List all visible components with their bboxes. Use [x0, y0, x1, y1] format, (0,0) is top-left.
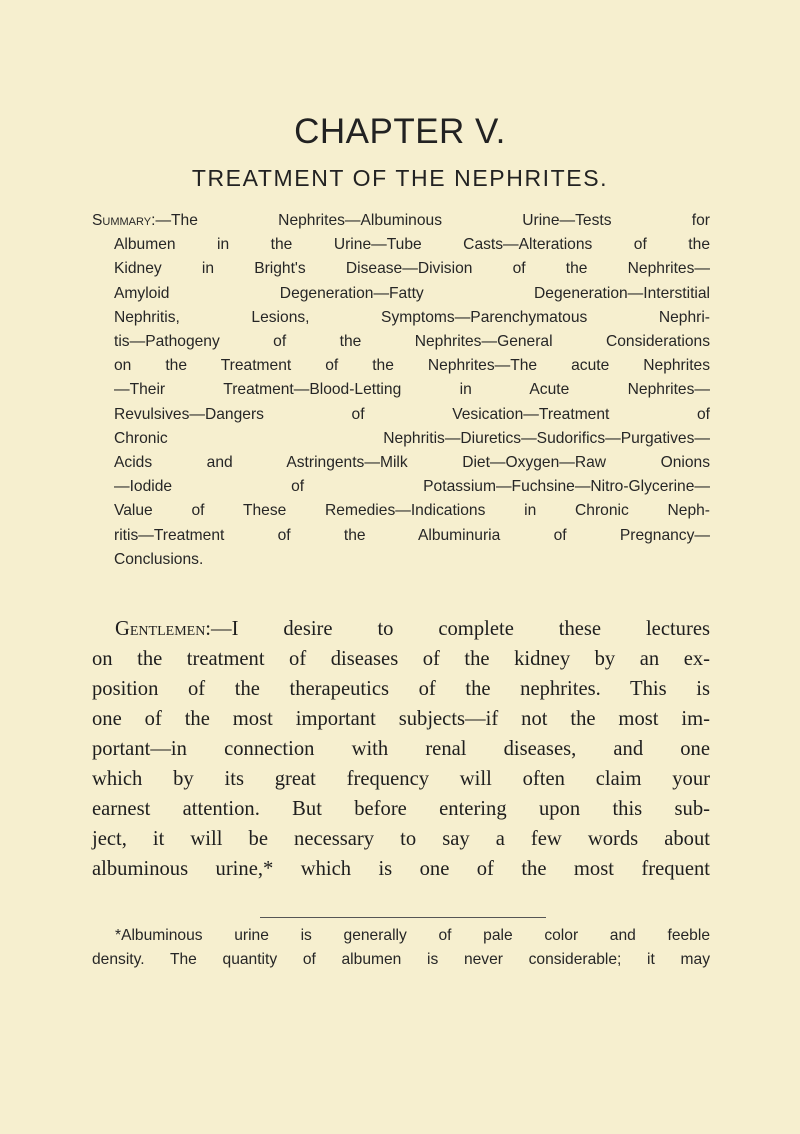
- body-line: which by its great frequency will often claim your: [92, 768, 710, 790]
- summary-line: —Their Treatment—Blood-Letting in Acute Nephrites—: [114, 381, 710, 399]
- salutation: Gentlemen:: [115, 618, 212, 640]
- body-line: portant—in connection with renal diseases, and one: [92, 738, 710, 760]
- body-line: albuminous urine,* which is one of the most frequent: [92, 858, 710, 880]
- summary-line: Value of These Remedies—Indications in Chronic Neph-: [114, 502, 710, 520]
- summary-line: —Iodide of Potassium—Fuchsine—Nitro-Glycerine—: [114, 478, 710, 496]
- footnote-line: *Albuminous urine is generally of pale color and feeble: [115, 927, 710, 944]
- summary-line: Kidney in Bright's Disease—Division of the Nephrites—: [114, 260, 710, 278]
- summary-line: ritis—Treatment of the Albuminuria of Pregnancy—: [114, 526, 710, 544]
- summary-line: Amyloid Degeneration—Fatty Degeneration—Interstitial: [114, 284, 710, 302]
- footnote-line: density. The quantity of albumen is never considerable; it may: [92, 950, 710, 968]
- summary-line: Chronic Nephritis—Diuretics—Sudorifics—Purgatives—: [114, 429, 710, 447]
- body-line: on the treatment of diseases of the kidney by an ex-: [92, 648, 710, 670]
- footnote: [92, 924, 710, 971]
- summary-line: on the Treatment of the Nephrites—The acute Nephrites: [114, 357, 710, 375]
- chapter-title: TREATMENT OF THE NEPHRITES.: [191, 165, 609, 191]
- summary-line: tis—Pathogeny of the Nephrites—General Considerations: [114, 333, 710, 351]
- summary-line: Summary:—The Nephrites—Albuminous Urine—Tests for: [92, 212, 710, 229]
- footnote-divider: [260, 917, 546, 918]
- body-line: earnest attention. But before entering upon this sub-: [92, 798, 710, 820]
- body-line: Gentlemen:—I desire to complete these lectures: [115, 618, 710, 640]
- body-line: ject, it will be necessary to say a few words about: [92, 828, 710, 850]
- summary-line: Acids and Astringents—Milk Diet—Oxygen—Raw Onions: [114, 454, 710, 472]
- chapter-heading: CHAPTER V.: [294, 112, 506, 151]
- summary-line: Revulsives—Dangers of Vesication—Treatment of: [114, 405, 710, 423]
- chapter-summary: [92, 209, 710, 572]
- summary-line: Conclusions.: [114, 550, 204, 568]
- body-line: position of the therapeutics of the nephrites. This is: [92, 678, 710, 700]
- summary-line: Albumen in the Urine—Tube Casts—Alterations of the: [114, 236, 710, 254]
- summary-label: Summary:: [92, 212, 156, 229]
- summary-line: Nephritis, Lesions, Symptoms—Parenchymatous Nephri-: [114, 308, 710, 326]
- body-line: one of the most important subjects—if not the most im-: [92, 708, 710, 730]
- body-paragraph: [92, 614, 710, 884]
